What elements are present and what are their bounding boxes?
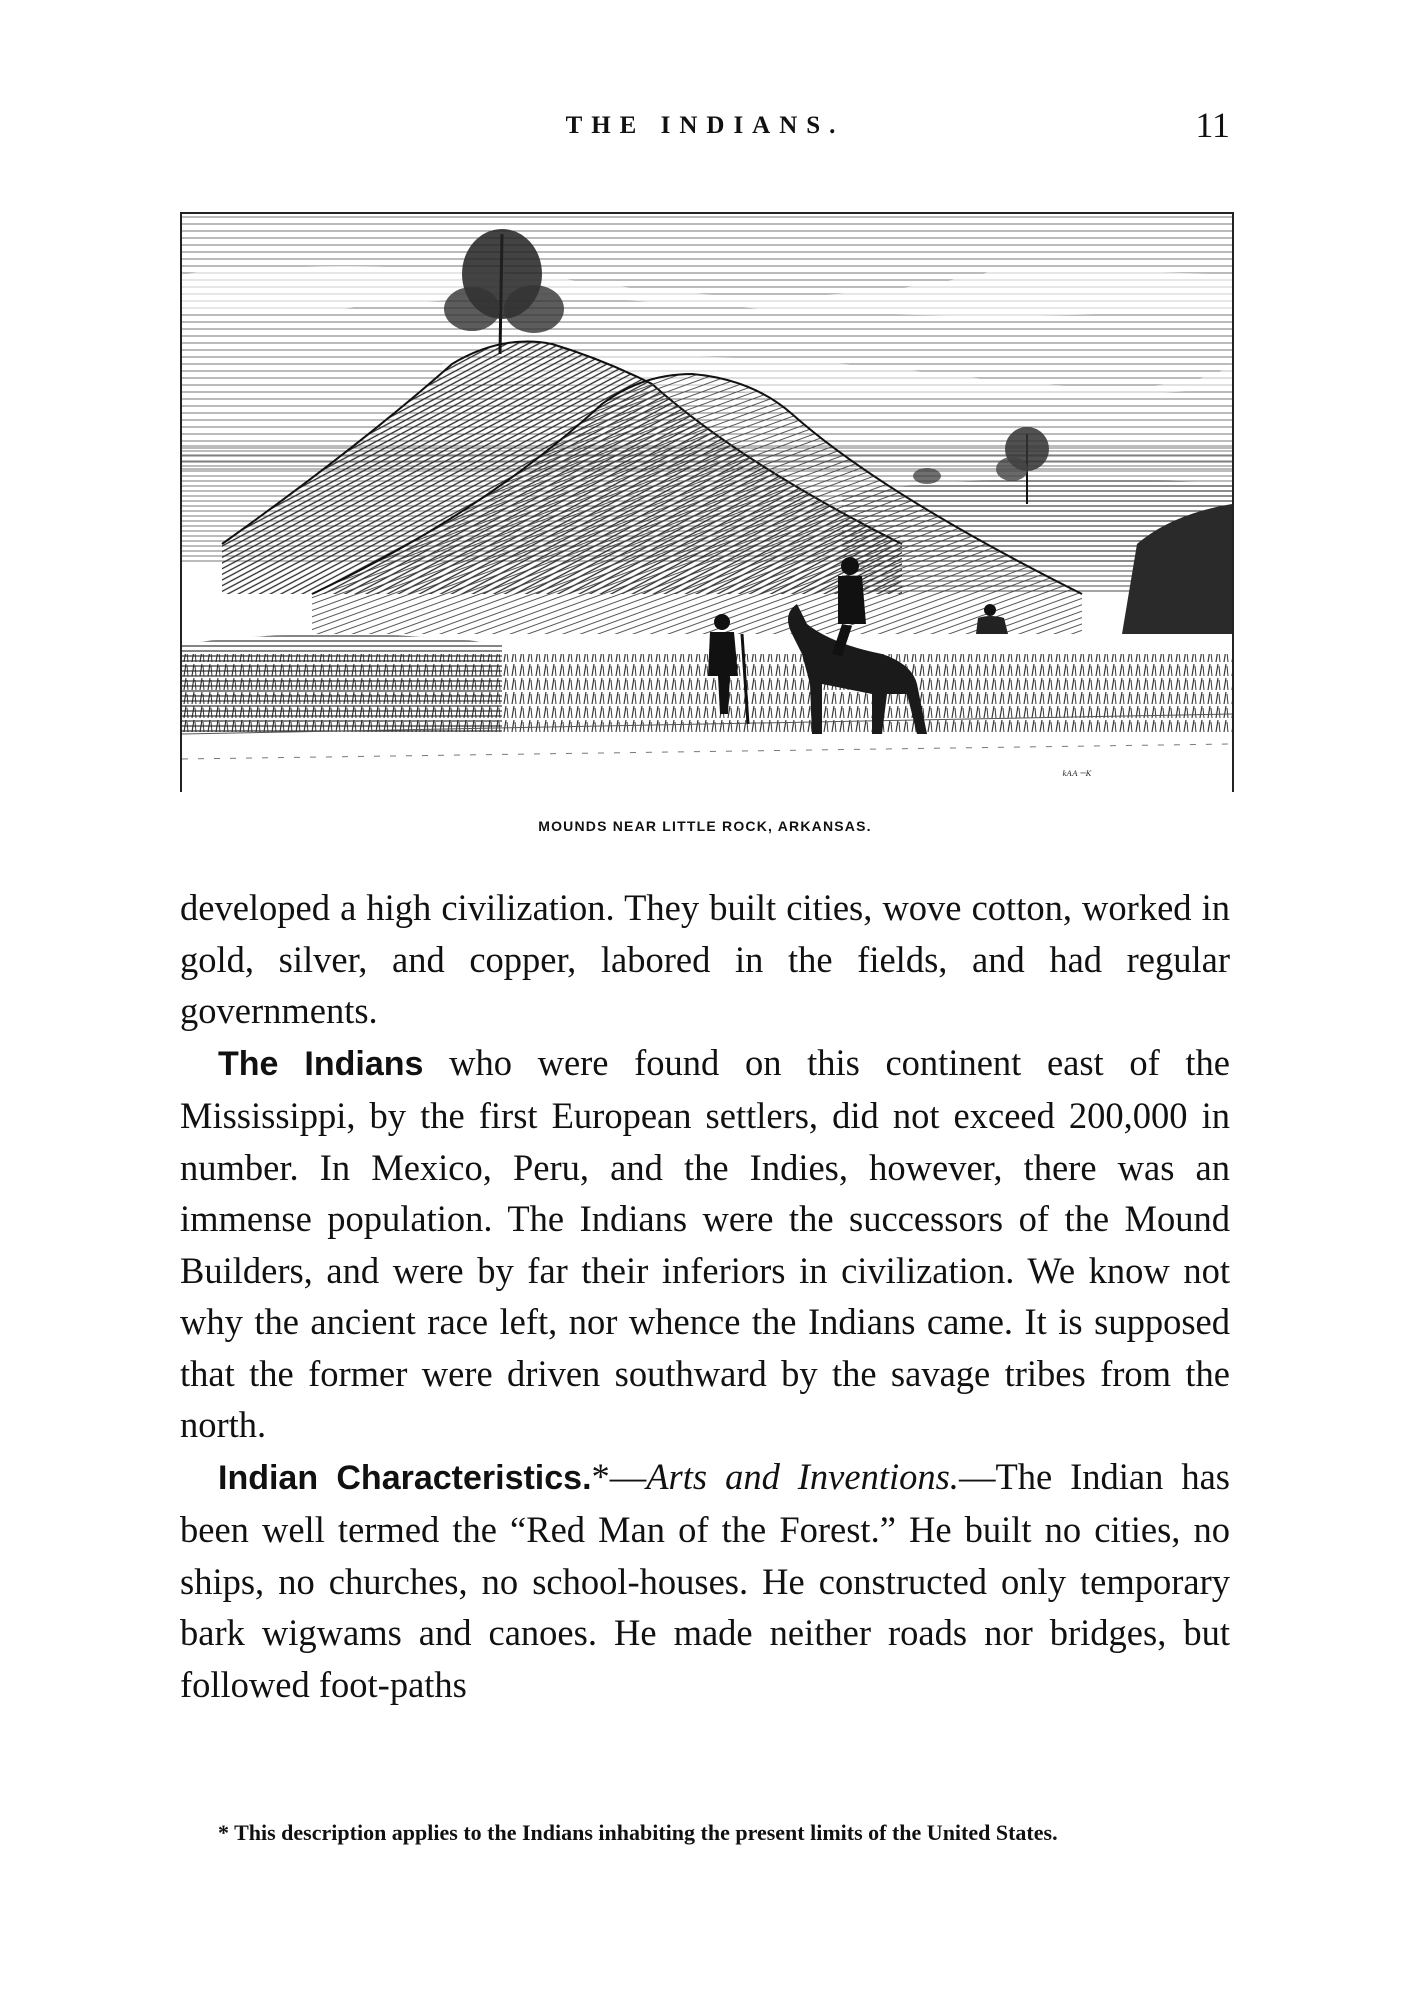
run-in-heading: Indian Characteristics. <box>218 1458 592 1497</box>
footnote-text: * This description applies to the Indians inhabiting the present limits of the United States. <box>218 1820 1058 1845</box>
paragraph-text: The Indian has been well termed the “Red Man of the Forest.” He built no cities, no ships, no churches, no school-houses. He constructed only temporary bark wigwams and canoes. He made neither roads nor bridges, but followed foot-paths <box>180 1455 1230 1705</box>
footnote-marker: *— <box>591 1455 647 1497</box>
engraver-signature: ᵏᴬᴬ⁻ᴷ <box>1062 769 1092 784</box>
em-dash: — <box>958 1455 996 1497</box>
figure-caption: MOUNDS NEAR LITTLE ROCK, ARKANSAS. <box>538 818 872 834</box>
paragraph-2 <box>180 1037 1230 1451</box>
main-text <box>180 882 1230 1710</box>
page-number: 11 <box>1195 105 1230 145</box>
distant-shrub <box>913 468 941 484</box>
paragraph-1: developed a high civilization. They built cities, wove cotton, worked in gold, silver, and copper, labored in the fields, and had regular governments. <box>180 887 1230 1031</box>
run-in-heading: The Indians <box>218 1044 424 1083</box>
paragraph-text: who were found on this continent east of the Mississippi, by the first European settlers, did not exceed 200,000 in number. In Mexico, Peru, and the Indies, however, there was an immense population. The Indians were the successors of the Mound Builders, and were by far their inferiors in civilization. We know not why the ancient race left, nor whence the Indians came. It is supposed that the former were driven southward by the savage tribes from the north. <box>180 1041 1230 1445</box>
engraving-svg <box>182 214 1232 792</box>
paragraph-3 <box>180 1451 1230 1711</box>
foreground-grass <box>182 654 1232 734</box>
footnote <box>180 1818 1230 1848</box>
italic-subheading: Arts and Inventions. <box>646 1455 959 1497</box>
mounds-illustration <box>180 212 1234 792</box>
page-header <box>180 105 1230 152</box>
running-title: THE INDIANS. <box>565 112 845 139</box>
